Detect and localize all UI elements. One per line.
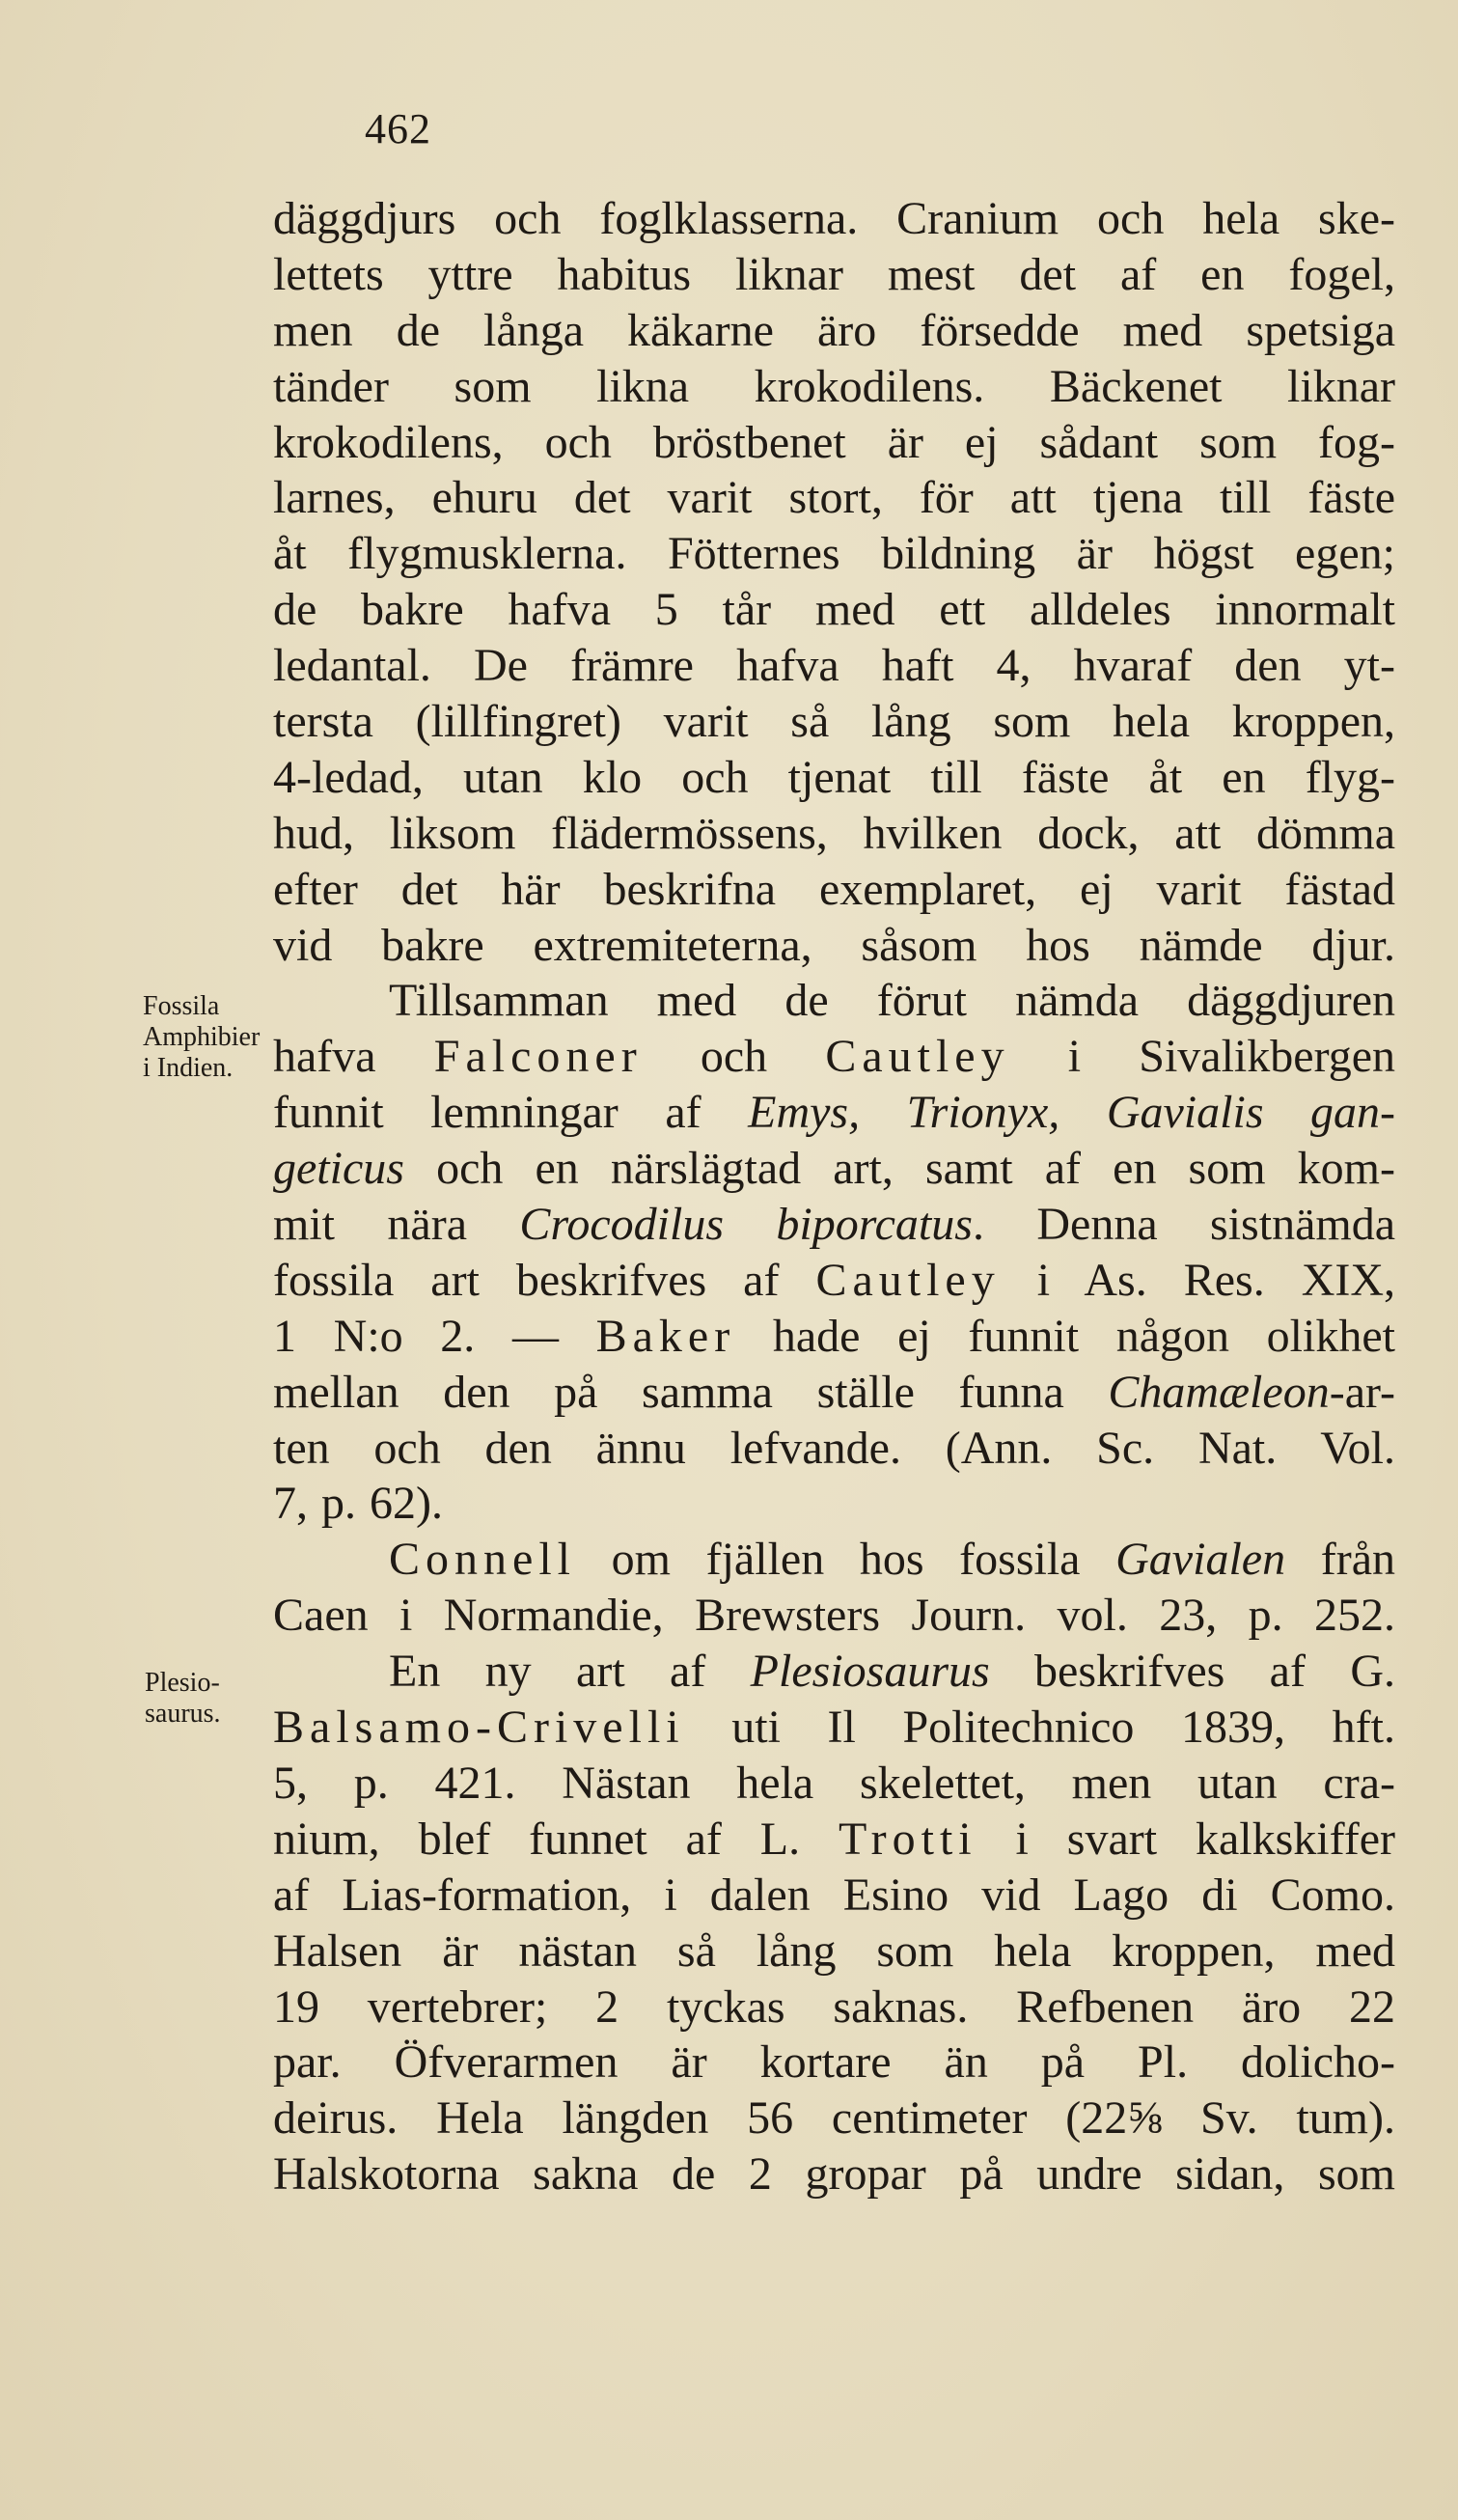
text-line: vid bakre extremiteterna, såsom hos nämde djur. (273, 919, 1395, 971)
author-name: Falconer (433, 1031, 643, 1083)
taxon-name: geticus (273, 1143, 404, 1195)
text-line: Halsen är nästan så lång som hela kroppen, med (273, 1925, 1395, 1977)
text-span: och (642, 1031, 826, 1083)
author-name: Balsamo-Crivelli (273, 1702, 685, 1754)
margin-note-plesiosaurus (145, 1668, 261, 1730)
text-span: funnit lemningar af (273, 1087, 749, 1139)
author-name: Connell (389, 1534, 576, 1586)
text-line: efter det här beskrifna exemplaret, ej varit fästad (273, 863, 1395, 915)
author-name: Cautley (825, 1031, 1010, 1083)
margin-note-fossila-amphibier (143, 991, 270, 1084)
text-span: beskrifves af G. (989, 1646, 1395, 1698)
text-line: däggdjurs och foglklasserna. Cranium och hela ske- (273, 193, 1395, 244)
text-span: om fjällen hos fossila (576, 1534, 1116, 1586)
text-line: tersta (lillfingret) varit så lång som hela kroppen, (273, 696, 1395, 748)
text-line (273, 1812, 1395, 1868)
text-line: 7, p. 62). (273, 1478, 443, 1530)
text-span: hafva (273, 1031, 434, 1083)
text-line (273, 1197, 1395, 1253)
text-line: åt flygmusklerna. Fötternes bildning är högst egen; (273, 528, 1395, 580)
text-line: ledantal. De främre hafva haft 4, hvaraf den yt- (273, 640, 1395, 692)
text-line (273, 1141, 1395, 1197)
text-span: och en närslägtad art, samt af en som kom- (403, 1143, 1395, 1195)
margin-note-line: Amphibier (143, 1022, 261, 1052)
text-line (273, 1029, 1395, 1085)
author-name: Trotti (839, 1813, 977, 1865)
page-number: 462 (365, 105, 431, 152)
text-line: par. Öfverarmen är kortare än på Pl. dolicho- (273, 2036, 1395, 2089)
taxon-name: Crocodilus biporcatus (519, 1199, 973, 1251)
text-line (273, 1309, 1395, 1365)
text-line: ten och den ännu lefvande. (Ann. Sc. Nat. Vol. (273, 1422, 1395, 1474)
text-line (273, 1085, 1395, 1141)
text-line: larnes, ehuru det varit stort, för att tjena till fäste (273, 472, 1395, 524)
author-name: Cautley (815, 1254, 1001, 1306)
text-line: lettets yttre habitus liknar mest det af en fogel, (273, 248, 1395, 300)
margin-note-line: Fossila (143, 991, 220, 1021)
text-span: i svart kalkskiffer (977, 1813, 1396, 1865)
text-span: uti Il Politechnico 1839, hft. (684, 1702, 1395, 1754)
taxon-name: Emys, Trionyx, Gavialis gan- (748, 1087, 1396, 1139)
body-text (273, 191, 1395, 2202)
text-span: i Sivalikbergen (1009, 1031, 1395, 1083)
text-span: mellan den på samma ställe funna (273, 1366, 1109, 1418)
margin-note-line: Plesio- (145, 1668, 220, 1698)
taxon-name: Chamæleon (1108, 1366, 1330, 1418)
text-span: 1 N:o 2. — (273, 1310, 596, 1362)
taxon-name: Plesiosaurus (750, 1646, 990, 1698)
text-line: hud, liksom flädermössens, hvilken dock, att dömma (273, 807, 1395, 859)
text-span: . Denna sistnämda (972, 1199, 1396, 1251)
text-line: krokodilens, och bröstbenet är ej sådant som fog- (273, 416, 1395, 468)
text-line: Tillsamman med de förut nämda däggdjuren (389, 975, 1395, 1027)
text-span: nium, blef funnet af L. (273, 1813, 839, 1865)
text-span: fossila art beskrifves af (273, 1254, 816, 1306)
text-line: 19 vertebrer; 2 tyckas saknas. Refbenen äro 22 (273, 1980, 1395, 2033)
text-line (273, 1700, 1395, 1756)
text-span: från (1285, 1534, 1396, 1586)
text-line: af Lias-formation, i dalen Esino vid Lago di Como. (273, 1869, 1395, 1921)
text-line (273, 1644, 1395, 1700)
text-line: men de långa käkarne äro försedde med spetsiga (273, 304, 1395, 356)
text-span: En ny art af (389, 1646, 751, 1698)
text-line: Caen i Normandie, Brewsters Journ. vol. 23, p. 252. (273, 1590, 1395, 1642)
text-line: 4-ledad, utan klo och tjenat till fäste åt en flyg- (273, 751, 1395, 803)
text-line: 5, p. 421. Nästan hela skelettet, men utan cra- (273, 1757, 1395, 1809)
taxon-name: Gavialen (1115, 1534, 1286, 1586)
text-line (273, 1532, 1395, 1588)
author-name: Baker (595, 1310, 736, 1362)
text-line (273, 1365, 1395, 1421)
text-line: deirus. Hela längden 56 centimeter (22⅝ Sv. tum). (273, 2092, 1395, 2145)
text-span: i As. Res. XIX, (1000, 1254, 1395, 1306)
margin-note-line: i Indien. (143, 1053, 234, 1083)
text-line (273, 1253, 1395, 1309)
text-span: mit nära (273, 1199, 520, 1251)
text-line: Halskotorna sakna de 2 gropar på undre sidan, som (273, 2148, 1395, 2201)
text-line: de bakre hafva 5 tår med ett alldeles innormalt (273, 584, 1395, 636)
text-span: -ar- (1329, 1366, 1395, 1418)
text-line: tänder som likna krokodilens. Bäckenet liknar (273, 360, 1395, 412)
text-span: hade ej funnit någon olikhet (735, 1310, 1395, 1362)
margin-note-line: saurus. (145, 1699, 221, 1729)
